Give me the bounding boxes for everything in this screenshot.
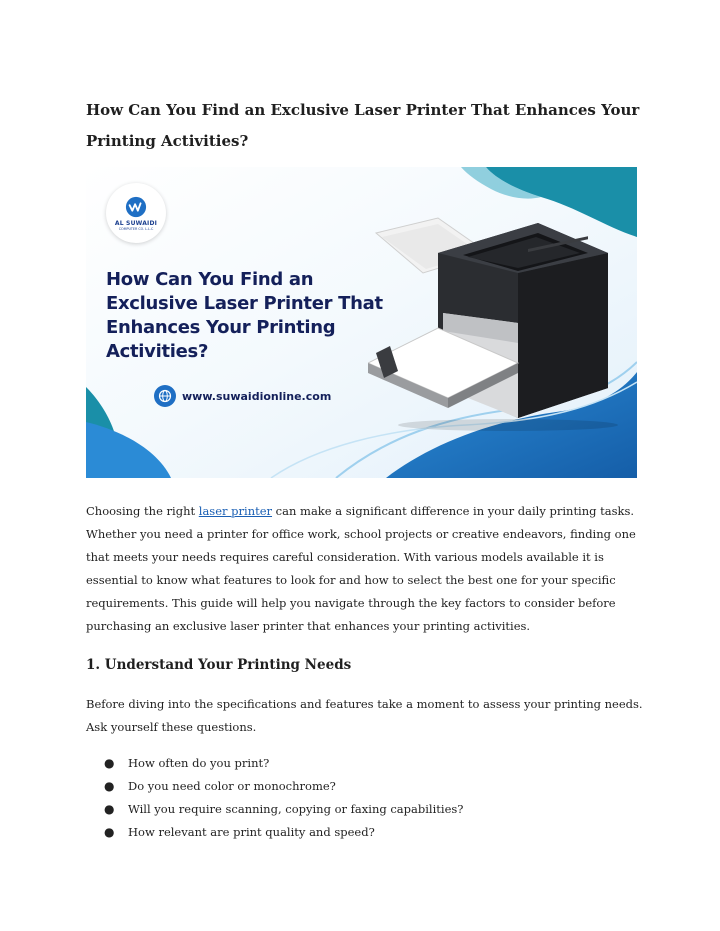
banner-website <box>154 385 331 407</box>
logo-subtitle: COMPUTER CO. L.L.C <box>118 226 154 231</box>
list-item <box>86 752 646 775</box>
website-url: www.suwaidionline.com <box>182 389 332 403</box>
list-item-text: How relevant are print quality and speed? <box>128 825 375 839</box>
questions-list <box>86 752 646 844</box>
intro-text-before: Choosing the right <box>86 504 199 518</box>
list-item-text: Do you need color or monochrome? <box>128 779 336 793</box>
list-item-text: Will you require scanning, copying or faxing capabilities? <box>128 802 464 816</box>
list-item <box>86 821 646 844</box>
intro-paragraph <box>86 500 646 638</box>
bullet-icon: ● <box>104 779 115 793</box>
company-logo <box>106 183 166 243</box>
list-item <box>86 775 646 798</box>
laser-printer-illustration <box>368 213 618 433</box>
section-heading-understand-needs: 1. Understand Your Printing Needs <box>86 657 352 673</box>
list-item-text: How often do you print? <box>128 756 270 770</box>
bullet-icon: ● <box>104 756 115 770</box>
intro-text-after: can make a significant difference in your daily printing tasks. Whether you need a printer for office work, school projects or creative endeavors, finding one that meets your needs requires careful consideration. With various models available it is essential to know what features to look for and how to select the best one for your specific requirements. This guide will help you navigate through the key factors to consider before purchasing an exclusive laser printer that enhances your printing activities. <box>86 504 636 633</box>
list-item <box>86 798 646 821</box>
banner-image <box>86 167 637 478</box>
logo-mark-icon <box>125 196 147 218</box>
laser-printer-link[interactable]: laser printer <box>198 504 273 518</box>
logo-name: AL SUWAIDI <box>114 219 158 227</box>
bullet-icon: ● <box>104 802 115 816</box>
bullet-icon: ● <box>104 825 115 839</box>
section-paragraph: Before diving into the specifications and features take a moment to assess your printing needs. Ask yourself these questions. <box>86 697 643 734</box>
globe-icon <box>154 385 176 407</box>
page-title: How Can You Find an Exclusive Laser Printer That Enhances Your Printing Activities? <box>86 101 640 150</box>
banner-headline: How Can You Find an Exclusive Laser Printer That Enhances Your Printing Activities? <box>106 269 383 362</box>
